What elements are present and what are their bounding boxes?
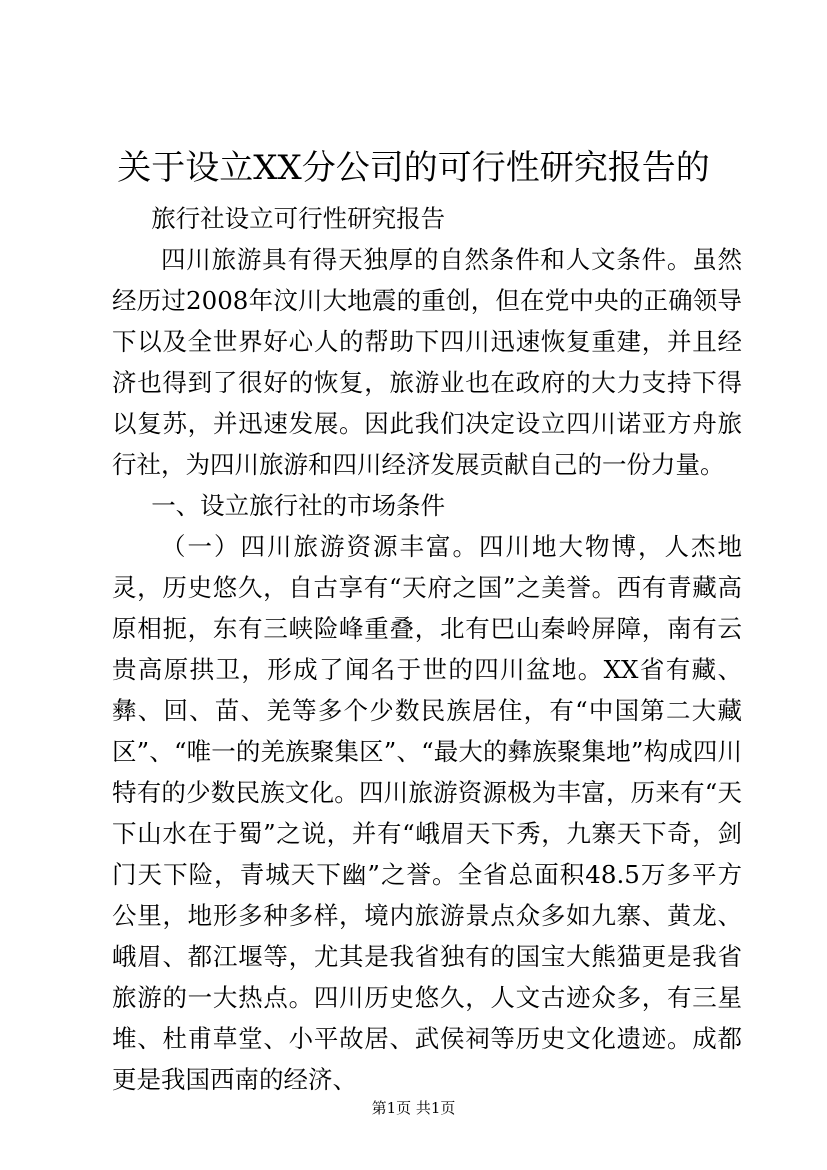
- section-heading: 一、设立旅行社的市场条件: [151, 491, 446, 520]
- paragraph-resources: （一）四川旅游资源丰富。四川地大物博，人杰地灵，历史悠久，自古享有“天府之国”之美誉。西有青藏高原相扼，东有三峡险峰重叠，北有巴山秦岭屏障，南有云贵高原拱卫，形成了闻名于世的四川盆地。XX省有藏、彝、回、苗、羌等多个少数民族居住，有“中国第二大藏区”、“唯一的羌族聚集区”、“最大的彝族聚集地”构成四川特有的少数民族文化。四川旅游资源极为丰富，历来有“天下山水在于蜀”之说，并有“峨眉天下秀，九寨天下奇，剑门天下险，青城天下幽”之誉。全省总面积48.5万多平方公里，地形多种多样，境内旅游景点众多如九寨、黄龙、峨眉、都江堰等，尤其是我省独有的国宝大熊猫更是我省旅游的一大热点。四川历史悠久，人文古迹众多，有三星堆、杜甫草堂、小平故居、武侯祠等历史文化遗迹。成都更是我国西南的经济、: [112, 532, 742, 1094]
- document-body: [112, 198, 742, 1100]
- paragraph-subtitle: 旅行社设立可行性研究报告: [151, 204, 446, 233]
- document-title: 关于设立XX分公司的可行性研究报告的: [117, 148, 710, 188]
- page-number-footer: 第1页 共1页: [371, 1099, 456, 1117]
- paragraph-intro: 四川旅游具有得天独厚的自然条件和人文条件。虽然经历过2008年汶川大地震的重创，但在党中央的正确领导下以及全世界好心人的帮助下四川迅速恢复重建，并且经济也得到了很好的恢复，旅游业也在政府的大力支持下得以复苏，并迅速发展。因此我们决定设立四川诺亚方舟旅行社，为四川旅游和四川经济发展贡献自己的一份力量。: [112, 245, 742, 479]
